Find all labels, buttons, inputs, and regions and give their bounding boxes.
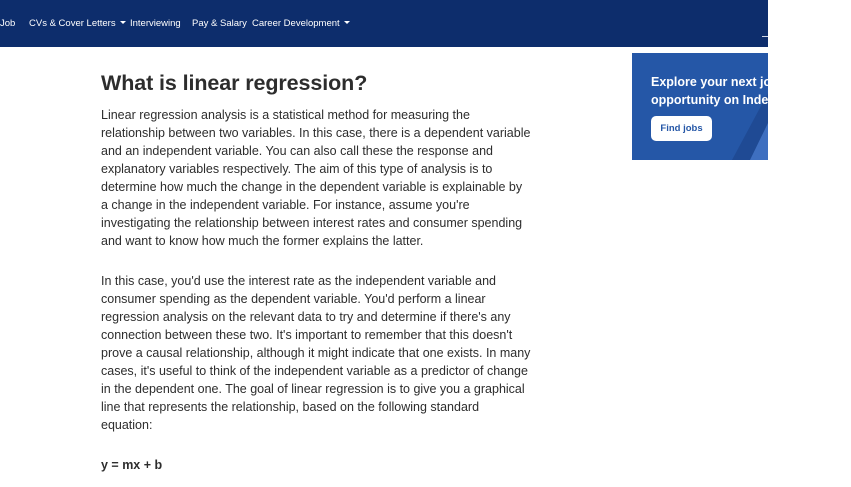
- nav-item-label: Pay & Salary: [192, 18, 247, 29]
- promo-headline: [651, 73, 851, 109]
- nav-item-cvs-cover-letters[interactable]: [29, 17, 126, 30]
- find-jobs-button[interactable]: Find jobs: [651, 116, 712, 141]
- promo-headline-line: Explore your next job: [651, 75, 779, 89]
- nav-item-label: Interviewing: [130, 18, 181, 29]
- regression-equation: y = mx + b: [101, 458, 163, 472]
- nav-item-label: Job: [0, 18, 16, 29]
- job-search-promo-banner: [632, 53, 783, 160]
- nav-divider: [762, 36, 768, 37]
- caret-down-icon: [344, 21, 350, 24]
- section-heading: What is linear regression?: [101, 71, 368, 95]
- article-section: [101, 69, 531, 474]
- article-paragraph: Linear regression analysis is a statistical method for measuring the relationship between two variables. In this case, there is a dependent variable and an independent variable. You can also call these the response and explanatory variables respectively. The aim of this type of analysis is to determine how much the change in the dependent variable is explainable by a change in the independent variable. For instance, assume you're investigating the relationship between interest rates and consumer spending and want to know how much the former explains the latter.: [101, 108, 531, 248]
- nav-item-label: Career Development: [252, 18, 340, 29]
- caret-down-icon: [120, 21, 126, 24]
- promo-headline-line: opportunity on Indeed: [651, 93, 783, 107]
- nav-item-interviewing[interactable]: [130, 17, 181, 30]
- nav-item-label: CVs & Cover Letters: [29, 18, 116, 29]
- article-paragraph: In this case, you'd use the interest rate as the independent variable and consumer spending as the dependent variable. You'd perform a linear regression analysis on the relevant data to try and determine if there's any connection between these two. It's important to remember that this doesn't prove a causal relationship, although it might indicate that one exists. In many cases, it's useful to think of the independent variable as a predictor of change in the dependent one. The goal of linear regression is to give you a graphical line that represents the relationship, based on the following standard equation:: [101, 274, 531, 432]
- top-navigation-bar: [0, 0, 768, 47]
- nav-item-job[interactable]: [0, 17, 15, 30]
- nav-item-career-development[interactable]: [252, 17, 350, 30]
- nav-item-pay-salary[interactable]: [192, 17, 247, 30]
